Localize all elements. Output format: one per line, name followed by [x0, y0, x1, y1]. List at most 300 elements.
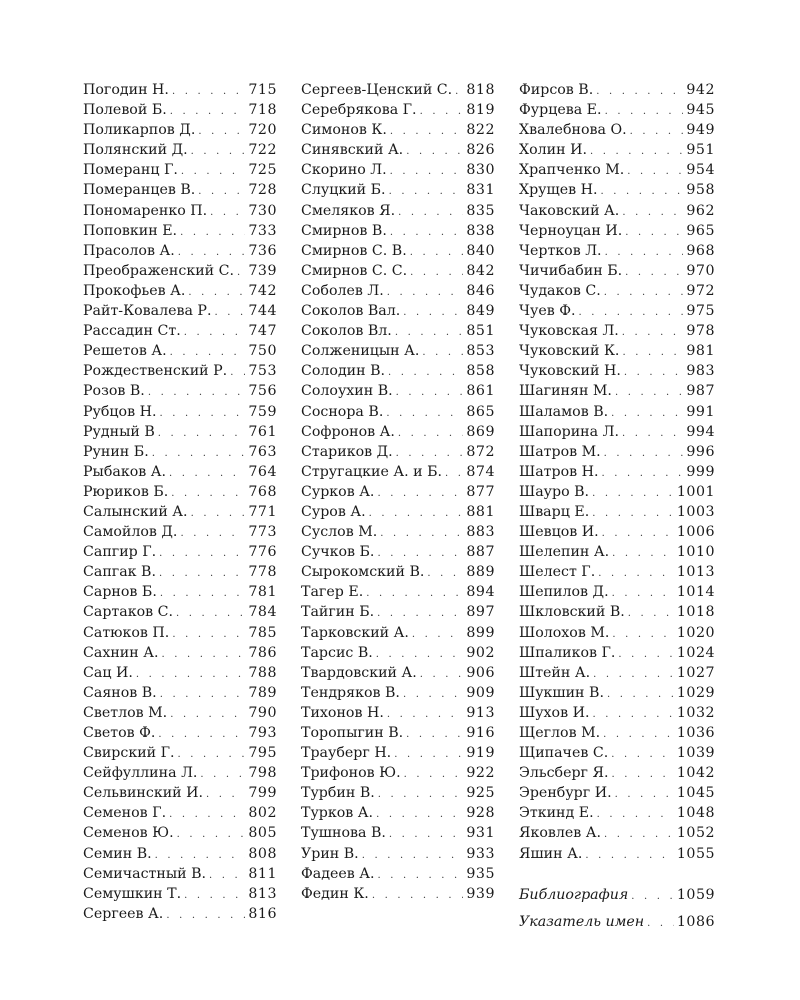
index-entry [83, 402, 277, 422]
index-entry [301, 321, 495, 341]
index-entry [83, 643, 277, 663]
entry-page-number: 1024 [676, 644, 715, 661]
index-entry [519, 442, 715, 462]
index-entry [83, 623, 277, 643]
entry-page-number: 750 [248, 343, 277, 360]
entry-page-number: 935 [466, 865, 495, 882]
index-entry [301, 100, 495, 120]
entry-name: Холин И. [519, 142, 587, 159]
index-entry [519, 703, 715, 723]
dot-leader [406, 142, 463, 162]
entry-page-number: 725 [248, 162, 277, 179]
entry-page-number: 739 [248, 262, 277, 279]
entry-name: Шагинян М. [519, 383, 612, 400]
index-entry [519, 221, 715, 241]
entry-name: Сатюков П. [83, 624, 170, 641]
entry-page-number: 1036 [676, 725, 715, 741]
entry-name: Твардовский А. [301, 664, 417, 681]
index-entry [83, 321, 277, 341]
entry-name: Чуковский К. [519, 343, 620, 360]
entry-page-number: 1052 [676, 825, 715, 842]
entry-name: Библиография [519, 886, 629, 903]
entry-name: Полянский Д. [83, 142, 188, 159]
index-entry [519, 783, 715, 803]
index-entry [519, 361, 715, 381]
dot-leader [170, 102, 246, 122]
index-column-1 [83, 80, 277, 924]
entry-name: Хрущев Н. [519, 182, 598, 199]
dot-leader [198, 182, 245, 202]
dot-leader [178, 243, 246, 263]
index-entry [519, 201, 715, 221]
entry-page-number: 996 [686, 443, 715, 460]
dot-leader [395, 323, 464, 343]
index-entry [301, 522, 495, 542]
entry-page-number: 897 [466, 604, 495, 621]
dot-leader [160, 584, 246, 604]
dot-leader [136, 665, 246, 685]
index-entry [83, 562, 277, 582]
dot-leader [628, 604, 674, 624]
dot-leader [169, 464, 245, 484]
index-entry [301, 623, 495, 643]
index-entry [519, 723, 715, 743]
dot-leader [590, 142, 683, 162]
dot-leader [159, 404, 245, 424]
entry-name: Свирский Г. [83, 745, 175, 762]
entry-name: Штейн А. [519, 664, 591, 681]
index-entry [519, 140, 715, 160]
dot-leader [596, 82, 683, 102]
entry-name: Чичибабин Б. [519, 262, 623, 279]
entry-page-number: 849 [466, 303, 495, 320]
entry-page-number: 835 [466, 202, 495, 219]
index-entry [301, 381, 495, 401]
dot-leader [622, 323, 684, 343]
entry-name: Шолохов М. [519, 624, 610, 641]
entry-name: Соколов Вал. [301, 303, 401, 320]
entry-page-number: 730 [248, 202, 277, 219]
dot-leader [603, 725, 674, 745]
index-entry [519, 180, 715, 200]
dot-leader [184, 886, 245, 906]
dot-leader [601, 182, 684, 202]
index-entry [83, 844, 277, 864]
entry-name: Серебрякова Г. [301, 102, 417, 119]
index-entry [301, 703, 495, 723]
entry-page-number: 869 [466, 423, 495, 440]
entry-name: Соснора В. [301, 403, 384, 420]
entry-name: Семушкин Т. [83, 885, 182, 902]
dot-leader [597, 805, 674, 825]
entry-page-number: 909 [466, 684, 495, 701]
entry-name: Шевцов И. [519, 524, 599, 541]
entry-name: Сартаков С. [83, 604, 173, 621]
entry-name: Рождественский Р. [83, 363, 228, 380]
entry-name: Рудный В [83, 423, 155, 440]
index-entry [301, 341, 495, 361]
entry-page-number: 965 [686, 222, 715, 239]
entry-name: Померанцев В. [83, 182, 196, 199]
dot-leader [631, 883, 674, 910]
dot-leader [396, 444, 464, 464]
dot-leader [198, 122, 245, 142]
entry-page-number: 1027 [676, 664, 715, 681]
index-entry [301, 743, 495, 763]
entry-name: Чуковская Л. [519, 323, 619, 340]
entry-page-number: 851 [466, 323, 495, 340]
index-entry [83, 864, 277, 884]
dot-leader [210, 203, 245, 223]
index-entry [301, 723, 495, 743]
entry-name: Тушнова В. [301, 825, 386, 842]
entry-page-number: 742 [248, 282, 277, 299]
entry-page-number: 840 [466, 242, 495, 259]
entry-name: Хвалебнова О. [519, 122, 627, 139]
entry-name: Сурков А. [301, 483, 375, 500]
dot-leader [403, 685, 463, 705]
dot-leader [422, 343, 463, 363]
entry-page-number: 826 [466, 142, 495, 159]
entry-name: Урин В. [301, 845, 359, 862]
entry-page-number: 922 [466, 765, 495, 782]
dot-leader [605, 102, 684, 122]
entry-page-number: 736 [248, 242, 277, 259]
dot-leader [376, 645, 464, 665]
entry-name: Шпаликов Г. [519, 644, 616, 661]
entry-page-number: 889 [466, 564, 495, 581]
index-entry [83, 884, 277, 904]
entry-name: Соколов Вл. [301, 323, 392, 340]
dot-leader [602, 524, 674, 544]
entry-name: Соболев Л. [301, 282, 384, 299]
entry-page-number: 942 [686, 82, 715, 98]
index-entry [519, 100, 715, 120]
dot-leader [230, 363, 245, 383]
index-entry [519, 381, 715, 401]
index-entry [83, 422, 277, 442]
entry-page-number: 759 [248, 403, 277, 420]
entry-page-number: 846 [466, 282, 495, 299]
dot-leader [191, 504, 246, 524]
index-entry [519, 823, 715, 843]
dot-leader [377, 604, 463, 624]
index-entry [83, 442, 277, 462]
dot-leader [604, 283, 684, 303]
entry-name: Шаламов В. [519, 403, 609, 420]
entry-page-number: 747 [248, 323, 277, 340]
entry-name: Тагер Е. [301, 584, 364, 601]
entry-page-number: 756 [248, 383, 277, 400]
index-entry [83, 502, 277, 522]
entry-name: Яковлев А. [519, 825, 602, 842]
entry-page-number: 906 [466, 664, 495, 681]
index-entry [519, 462, 715, 482]
entry-page-number: 913 [466, 704, 495, 721]
entry-page-number: 744 [248, 303, 277, 320]
dot-leader [630, 122, 684, 142]
entry-name: Суров А. [301, 503, 366, 520]
entry-name: Рунин Б. [83, 443, 149, 460]
entry-name: Щеглов М. [519, 725, 601, 741]
entry-page-number: 1029 [676, 684, 715, 701]
index-entry [519, 643, 715, 663]
dot-leader [579, 303, 684, 323]
entry-name: Рассадин Ст. [83, 323, 181, 340]
entry-name: Фирсов В. [519, 82, 594, 98]
entry-page-number: 802 [248, 805, 277, 822]
index-entry [519, 241, 715, 261]
dot-leader [612, 544, 674, 564]
entry-name: Трифонов Ю. [301, 765, 401, 782]
entry-page-number: 975 [686, 303, 715, 320]
dot-leader [604, 825, 674, 845]
entry-name: Чуковский Н. [519, 363, 621, 380]
dot-leader [394, 745, 463, 765]
entry-name: Софронов А. [301, 423, 395, 440]
entry-page-number: 808 [248, 845, 277, 862]
entry-name: Салынский А. [83, 503, 188, 520]
index-entry [519, 602, 715, 622]
dot-leader [161, 645, 245, 665]
index-entry [301, 301, 495, 321]
entry-page-number: 874 [466, 463, 495, 480]
entry-page-number: 999 [686, 463, 715, 480]
dot-leader [170, 343, 246, 363]
index-entry [83, 462, 277, 482]
dot-leader [362, 846, 464, 866]
dot-leader [176, 604, 245, 624]
dot-leader [158, 725, 245, 745]
index-column-3 [519, 80, 715, 936]
entry-name: Торопыгин В. [301, 725, 404, 741]
dot-leader [390, 122, 464, 142]
entry-page-number: 788 [248, 664, 277, 681]
entry-page-number: 768 [248, 483, 277, 500]
entry-name: Чуев Ф. [519, 303, 576, 320]
entry-name: Рыбаков А. [83, 463, 166, 480]
entry-page-number: 811 [248, 865, 277, 882]
entry-name: Чертков Л. [519, 242, 602, 259]
entry-name: Рюриков Б. [83, 483, 169, 500]
entry-name: Самойлов Д. [83, 524, 178, 541]
entry-page-number: 1001 [676, 483, 715, 500]
entry-page-number: 1020 [676, 624, 715, 641]
index-entry [519, 120, 715, 140]
dot-leader [390, 223, 464, 243]
entry-page-number: 983 [686, 363, 715, 380]
dot-leader [159, 564, 245, 584]
entry-name: Смеляков Я. [301, 202, 396, 219]
entry-name: Рубцов Н. [83, 403, 157, 420]
dot-leader [618, 645, 674, 665]
entry-name: Шелепин А. [519, 544, 610, 561]
entry-name: Щипачев С. [519, 745, 609, 762]
entry-name: Стариков Д. [301, 443, 393, 460]
entry-name: Яшин А. [519, 845, 583, 862]
entry-name: Светов Ф. [83, 725, 156, 741]
entry-page-number: 722 [248, 142, 277, 159]
entry-page-number: 830 [466, 162, 495, 179]
entry-name: Турбин В. [301, 785, 375, 802]
entry-page-number: 819 [466, 102, 495, 119]
entry-page-number: 928 [466, 805, 495, 822]
dot-leader [585, 846, 674, 866]
index-entry [301, 402, 495, 422]
dot-leader [172, 625, 245, 645]
entry-name: Шепилов Д. [519, 584, 609, 601]
dot-leader [389, 182, 464, 202]
entry-page-number: 818 [466, 82, 495, 98]
entry-name: Решетов А. [83, 343, 167, 360]
dot-leader [611, 404, 683, 424]
index-entry [83, 381, 277, 401]
entry-name: Эренбург И. [519, 785, 612, 802]
entry-page-number: 954 [686, 162, 715, 179]
index-entry [301, 884, 495, 904]
entry-name: Шварц Е. [519, 503, 590, 520]
entry-name: Солоухин В. [301, 383, 393, 400]
index-entry [301, 201, 495, 221]
index-entry [519, 844, 715, 864]
index-entry [83, 180, 277, 200]
dot-leader [390, 162, 464, 182]
dot-leader [377, 484, 463, 504]
entry-page-number: 773 [248, 524, 277, 541]
entry-page-number: 978 [686, 323, 715, 340]
dot-leader [169, 805, 245, 825]
index-entry [301, 221, 495, 241]
index-entry [301, 542, 495, 562]
entry-name: Сучков Б. [301, 544, 375, 561]
index-entry [83, 763, 277, 783]
entry-name: Семичастный В. [83, 865, 207, 882]
index-entry [519, 743, 715, 763]
dot-leader [625, 263, 683, 283]
dot-leader [420, 665, 464, 685]
dot-leader [625, 223, 683, 243]
entry-page-number: 785 [248, 624, 277, 641]
entry-page-number: 799 [248, 785, 277, 802]
dot-leader [592, 504, 674, 524]
index-entry [83, 663, 277, 683]
dot-leader [172, 82, 245, 102]
entry-page-number: 763 [248, 443, 277, 460]
entry-page-number: 899 [466, 624, 495, 641]
entry-page-number: 861 [466, 383, 495, 400]
dot-leader [372, 886, 464, 906]
dot-leader [622, 203, 683, 223]
entry-page-number: 925 [466, 785, 495, 802]
entry-name: Семенов Ю. [83, 825, 174, 842]
dot-leader [160, 685, 246, 705]
entry-name: Тарсис В. [301, 644, 373, 661]
entry-page-number: 1059 [676, 886, 715, 903]
entry-name: Шатров Н. [519, 463, 599, 480]
index-entry [301, 180, 495, 200]
dot-leader [455, 82, 463, 102]
entry-page-number: 931 [466, 825, 495, 842]
dot-leader [410, 263, 463, 283]
index-entry [83, 201, 277, 221]
entry-name: Поповкин Е. [83, 222, 178, 239]
entry-page-number: 872 [466, 443, 495, 460]
dot-leader [215, 303, 246, 323]
entry-page-number: 1086 [676, 913, 715, 930]
dot-leader [427, 564, 463, 584]
entry-page-number: 805 [248, 825, 277, 842]
index-entry [301, 241, 495, 261]
index-entry [83, 160, 277, 180]
dot-leader [611, 765, 673, 785]
index-entry [83, 361, 277, 381]
entry-name: Сельвинский И. [83, 785, 204, 802]
dot-leader [622, 424, 683, 444]
dot-leader [607, 685, 674, 705]
entry-name: Тихонов Н. [301, 704, 384, 721]
entry-name: Солодин В. [301, 363, 386, 380]
index-entry [83, 221, 277, 241]
index-entry [83, 80, 277, 100]
index-entry [519, 582, 715, 602]
index-entry [83, 140, 277, 160]
index-entry [301, 281, 495, 301]
entry-name: Сергеев А. [83, 905, 164, 922]
dot-leader [209, 866, 245, 886]
dot-leader [389, 825, 464, 845]
entry-name: Трауберг Н. [301, 745, 392, 762]
dot-leader [237, 263, 245, 283]
entry-name: Эткинд Е. [519, 805, 594, 822]
dot-leader [377, 544, 463, 564]
entry-name: Сапгир Г. [83, 544, 157, 561]
entry-page-number: 790 [248, 704, 277, 721]
entry-name: Шухов И. [519, 704, 590, 721]
back-matter-sections [519, 882, 715, 936]
entry-page-number: 733 [248, 222, 277, 239]
entry-page-number: 962 [686, 202, 715, 219]
entry-name: Семенов Г. [83, 805, 167, 822]
entry-name: Поликарпов Д. [83, 122, 196, 139]
entry-page-number: 761 [248, 423, 277, 440]
index-entry [301, 803, 495, 823]
dot-leader [159, 544, 245, 564]
entry-page-number: 1039 [676, 745, 715, 762]
entry-page-number: 1013 [676, 564, 715, 581]
entry-page-number: 853 [466, 343, 495, 360]
dot-leader [598, 564, 674, 584]
index-entry [83, 683, 277, 703]
index-entry [519, 542, 715, 562]
index-entry [301, 120, 495, 140]
entry-page-number: 838 [466, 222, 495, 239]
index-entry [301, 482, 495, 502]
dot-leader [403, 303, 463, 323]
dot-leader [181, 162, 246, 182]
entry-page-number: 1055 [676, 845, 715, 862]
entry-page-number: 1042 [676, 765, 715, 782]
entry-name: Черноуцан И. [519, 222, 623, 239]
dot-leader [152, 444, 246, 464]
entry-page-number: 894 [466, 584, 495, 601]
dot-leader [592, 484, 674, 504]
index-entry [301, 663, 495, 683]
entry-name: Храпченко М. [519, 162, 625, 179]
entry-page-number: 981 [686, 343, 715, 360]
index-column-3-entries [519, 80, 715, 864]
entry-page-number: 972 [686, 282, 715, 299]
index-entry [83, 341, 277, 361]
